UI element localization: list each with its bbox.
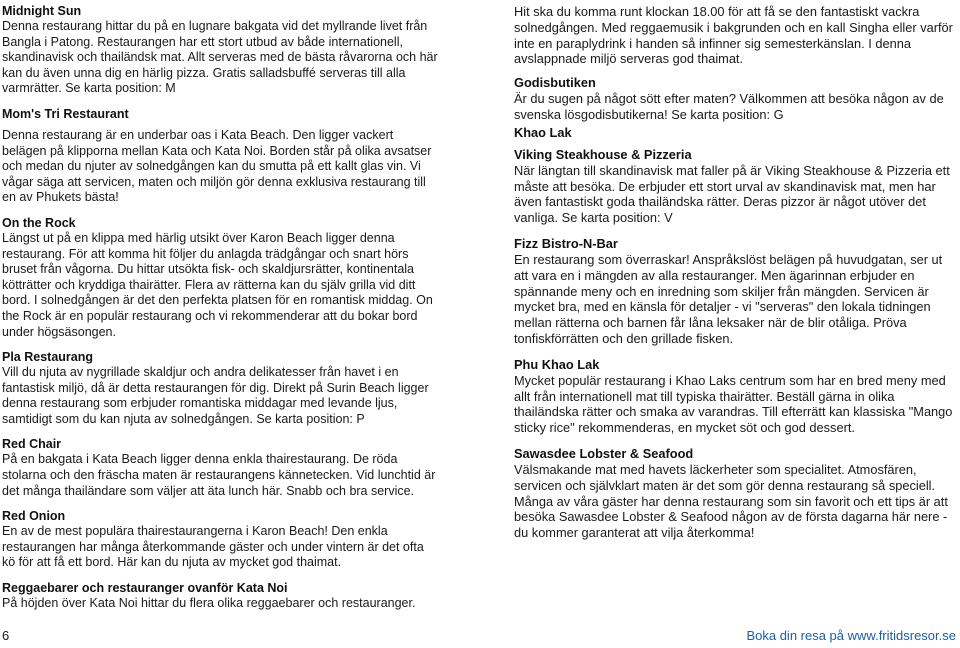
section-heading: Red Onion xyxy=(2,509,66,524)
section-red-chair xyxy=(2,437,440,499)
section-body: Är du sugen på något sött efter maten? Välkommen att besöka någon av de svenska lösgodisbutikerna! Se karta position: G xyxy=(514,91,944,122)
section-viking-steakhouse xyxy=(514,147,956,226)
section-heading: Godisbutiken xyxy=(514,75,596,91)
section-phu-khao-lak xyxy=(514,357,956,436)
section-body: Denna restaurang är en underbar oas i Kata Beach. Den ligger vackert belägen på klipporna mellan Kata och Kata Noi. Borden står på olika avsatser och medan du njuter av solnedgången kan du smutta på ett kallt glas vin. Vi vågar säga att servicen, maten och miljön gör denna exklusiva restaurang till en av Phukets bästa! xyxy=(2,127,432,205)
section-reggaebarer xyxy=(2,581,440,612)
section-godisbutiken xyxy=(514,75,956,123)
section-red-onion xyxy=(2,509,440,571)
section-body: En av de mest populära thairestaurangerna i Karon Beach! Den enkla restaurangen har många återkommande gäster och under vintern är det ofta kö för att få ett bord. Här kan du njuta av mycket god thaimat. xyxy=(2,524,424,570)
section-moms-tri xyxy=(2,107,440,206)
section-body: På en bakgata i Kata Beach ligger denna enkla thairestaurang. De röda stolarna och den fräscha maten är restaurangens kännetecken. Vid lunchtid är det många thailändare som väljer att äta lunch här. Snabb och bra service. xyxy=(2,452,436,498)
region-heading: Khao Lak xyxy=(514,124,572,140)
section-body: På höjden över Kata Noi hittar du flera olika reggaebarer och restauranger. xyxy=(2,596,416,611)
section-body: När längtan till skandinavisk mat faller på är Viking Steakhouse & Pizzeria ett måste att besöka. De erbjuder ett stort urval av skandinavisk mat, men har även fantastiskt goda thailändska rätter. Deras pizzor är något utöver det vanliga. Se karta position: V xyxy=(514,162,950,226)
section-body: Denna restaurang hittar du på en lugnare bakgata vid det myllrande livet från Bangla i Patong. Restaurangen har ett stort utbud av både internationell, skandinavisk och thailändsk mat. Allt serveras med de bästa råvarorna och här kan du även unna dig en härlig pizza. Gratis salladsbuffé serveras till alla varmrätter. Se karta position: M xyxy=(2,19,438,96)
section-heading: Fizz Bistro-N-Bar xyxy=(514,235,618,251)
section-khao-lak xyxy=(514,125,956,141)
section-heading: Midnight Sun xyxy=(2,4,82,18)
section-body: Hit ska du komma runt klockan 18.00 för att få se den fantastiskt vackra solnedgången. Med reggaemusik i bakgrunden och en kall Singha eller varför inte en paraplydrink i handen så infinner sig semesterkänslan. I denna avslappnade miljö serveras god thaimat. xyxy=(514,4,953,67)
section-body: Välsmakande mat med havets läckerheter som specialitet. Atmosfären, servicen och självklart maten är det som gör denna restaurang så speciell. Många av våra gäster har denna restaurang som sin favorit och ett tips är att besöka Sawasdee Lobster & Seafood någon av de första dagarna här nere - du kommer garanterat att vilja återkomma! xyxy=(514,461,948,541)
section-sawasdee xyxy=(514,446,956,541)
section-reggae-continued xyxy=(514,4,956,67)
section-fizz-bistro xyxy=(514,236,956,347)
section-body: Vill du njuta av nygrillade skaldjur och andra delikatesser från havet i en fantastisk miljö, då är detta restaurangen för dig. Direkt på Surin Beach ligger denna restaurang som erbjuder romantiska middagar med levande ljus, samtidigt som du kan njuta av solnedgången. Se karta position: P xyxy=(2,365,429,426)
booking-link[interactable]: Boka din resa på www.fritidsresor.se xyxy=(746,628,956,643)
section-pla-restaurang xyxy=(2,350,440,427)
section-heading: Viking Steakhouse & Pizzeria xyxy=(514,146,692,162)
section-heading: Mom's Tri Restaurant xyxy=(2,106,129,121)
section-body: En restaurang som överraskar! Anspråkslöst belägen på huvudgatan, ser ut att vara en i mängden av alla restauranger. Men ägarinnan erbjuder en spännande meny och en inredning som skiljer från mängden. Servicen är mycket bra, med en känsla för detaljer - vi "serveras" den lokala tidningen mellan rätterna och barnen får låna leksaker när de blir otåliga. Pröva tonfiskförrätten och den grillade fisken. xyxy=(514,251,943,346)
section-body: Mycket populär restaurang i Khao Laks centrum som har en bred meny med allt från internationell mat till typiska thairätter. Beställ gärna in olika thailändska rätter och smaka av varandras. Till efterrätt kan klassiska "Mango sticky rice" rekommenderas, en mycket söt och god dessert. xyxy=(514,372,953,436)
section-body: Längst ut på en klippa med härlig utsikt över Karon Beach ligger denna restaurang. För att komma hit följer du anlagda trädgångar och snart hörs bruset från vågorna. Du hittar utsökta fisk- och skaldjursrätter, kontinentala kötträtter och kryddiga thairätter. Flera av rätterna kan du själv grilla vid ditt bord. I solnedgången är det den perfekta platsen för en romantisk middag. On the Rock är en populär restaurang och vi rekommenderar att du bokar bord under högsäsongen. xyxy=(2,230,433,339)
section-heading: Pla Restaurang xyxy=(2,350,94,365)
left-column xyxy=(2,4,440,622)
section-heading: On the Rock xyxy=(2,215,76,230)
right-column xyxy=(514,4,956,551)
section-midnight-sun xyxy=(2,4,440,97)
page-number: 6 xyxy=(2,628,10,643)
section-heading: Reggaebarer och restauranger ovanför Kata Noi xyxy=(2,581,288,596)
section-on-the-rock xyxy=(2,216,440,340)
section-heading: Sawasdee Lobster & Seafood xyxy=(514,445,694,461)
section-heading: Phu Khao Lak xyxy=(514,356,600,372)
section-heading: Red Chair xyxy=(2,437,62,452)
